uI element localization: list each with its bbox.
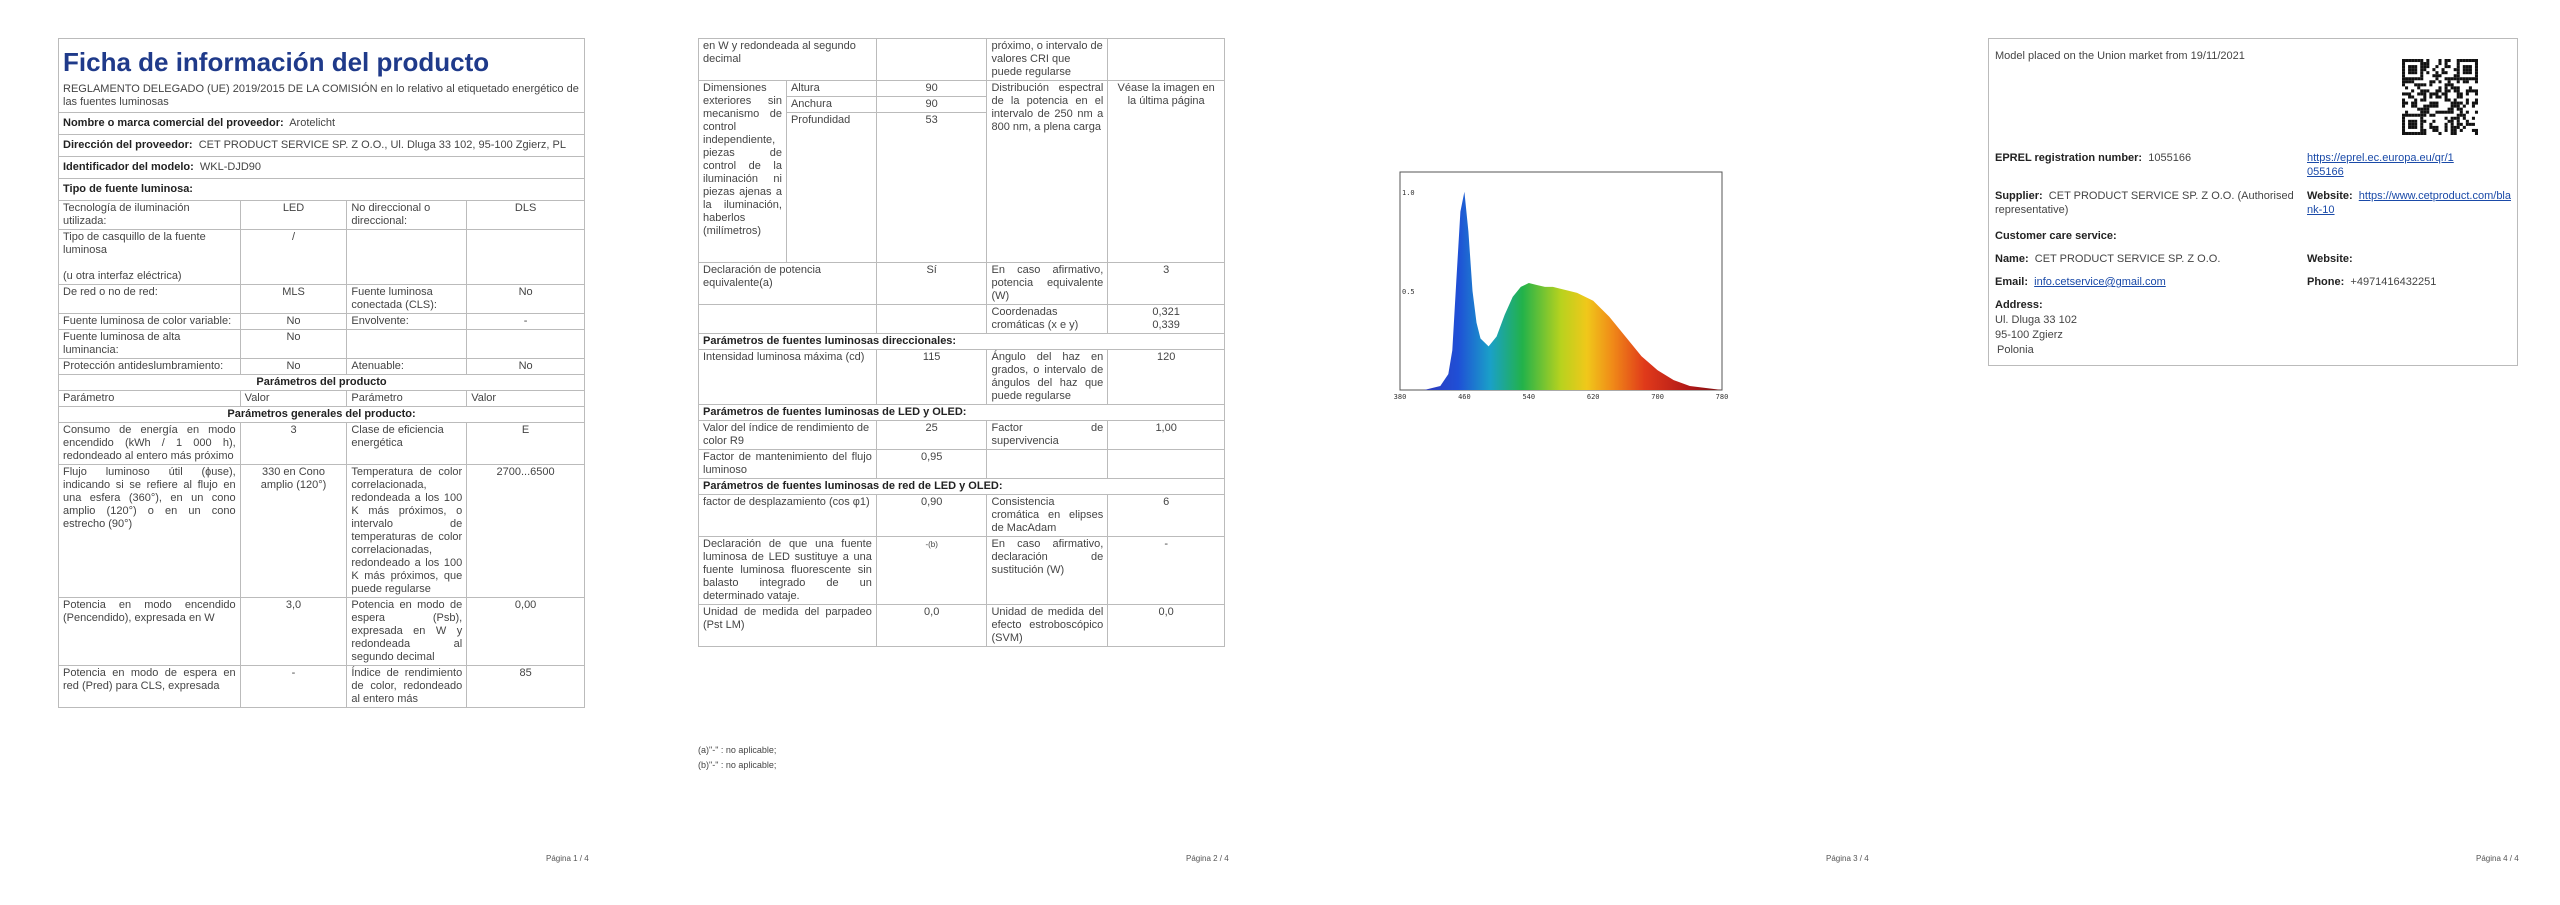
- cell-value: 1,00: [1108, 421, 1225, 450]
- table-row: [59, 330, 585, 359]
- table-row: [699, 450, 1225, 479]
- cell-value: 25: [876, 421, 987, 450]
- cell-label: En caso afirmativo, potencia equivalente (W): [987, 263, 1108, 305]
- cell-value: MLS: [240, 285, 347, 314]
- footnote-a: (a)"-" : no aplicable;: [698, 745, 777, 755]
- cell-label: En caso afirmativo, declaración de sustitución (W): [987, 537, 1108, 605]
- dim-value: 53: [876, 113, 987, 263]
- led-heading: Parámetros de fuentes luminosas de LED y OLED:: [699, 405, 1225, 421]
- table-row: [59, 423, 585, 465]
- cell-value: 0,95: [876, 450, 987, 479]
- cell-label: Coordenadas cromáticas (x e y): [987, 305, 1108, 334]
- cell-label: Declaración de que una fuente luminosa de LED sustituye a una fuente luminosa fluorescente sin balasto integrado de un determinado vataje.: [699, 537, 877, 605]
- cell-value: 3: [1108, 263, 1225, 305]
- table-row: [59, 598, 585, 666]
- table-row: [59, 230, 585, 285]
- cell-value: 0,0: [876, 605, 987, 647]
- cell-value: 3,0: [240, 598, 347, 666]
- y-tick-label: 0.5: [1402, 287, 1415, 296]
- cell-value: Sí: [876, 263, 987, 305]
- dim-value: 90: [876, 97, 987, 113]
- cell-label: Índice de rendimiento de color, redondeado al entero más: [347, 666, 467, 708]
- cell-label: Fuente luminosa conectada (CLS):: [347, 285, 467, 314]
- address-line: Ul. Dluga 33 102: [1995, 314, 2077, 326]
- table-row: [59, 314, 585, 330]
- cell-label: Flujo luminoso útil (ɸuse), indicando si se refiere al flujo en una esfera (360°), en un cono amplio (120°) o en un cono estrecho (90°): [59, 465, 241, 598]
- table-row: [59, 285, 585, 314]
- column-header: Valor: [467, 391, 585, 407]
- cell-label: Atenuable:: [347, 359, 467, 375]
- address-line: Polonia: [1997, 344, 2034, 356]
- supplier-name-label: Nombre o marca comercial del proveedor:: [63, 117, 284, 129]
- table-row: [59, 666, 585, 708]
- cell-label: Consistencia cromática en elipses de MacAdam: [987, 495, 1108, 537]
- footnote-b: (b)"-" : no aplicable;: [698, 760, 777, 770]
- supplier-name: Arotelicht: [289, 117, 336, 129]
- header-row: [59, 391, 585, 407]
- cell-value: No: [467, 359, 585, 375]
- customer-care-heading: Customer care service:: [1995, 230, 2117, 242]
- cell-label: Fuente luminosa de color variable:: [59, 314, 241, 330]
- cell-label: [347, 230, 467, 285]
- column-header: Parámetro: [59, 391, 241, 407]
- page-4: [1920, 0, 2560, 905]
- coord-y: 0,339: [1152, 319, 1180, 331]
- cell-value: No: [467, 285, 585, 314]
- table-row: [59, 359, 585, 375]
- table-row: [59, 465, 585, 598]
- cell-value: -: [467, 314, 585, 330]
- cell-value: -(b): [876, 537, 987, 605]
- cell-value: No: [240, 359, 347, 375]
- name-label: Name:: [1995, 253, 2029, 265]
- table-row: [699, 421, 1225, 450]
- table-row: [699, 350, 1225, 405]
- dim-name: Profundidad: [786, 113, 876, 263]
- cell-value: LED: [240, 201, 347, 230]
- column-header: Valor: [240, 391, 347, 407]
- cell-label: próximo, o intervalo de valores CRI que puede regularse: [987, 39, 1108, 81]
- x-tick-label: 700: [1651, 393, 1664, 401]
- page-2: [640, 0, 1280, 905]
- eprel-label: EPREL registration number:: [1995, 152, 2143, 164]
- cell-label: Intensidad luminosa máxima (cd): [699, 350, 877, 405]
- cell-label: Tecnología de iluminación utilizada:: [59, 201, 241, 230]
- x-tick-label: 780: [1715, 393, 1729, 401]
- address-label: Address:: [1995, 299, 2043, 311]
- website-label: Website:: [2307, 190, 2353, 202]
- product-params-heading: Parámetros del producto: [59, 375, 585, 391]
- cell-label: Fuente luminosa de alta luminancia:: [59, 330, 241, 359]
- dimensions-label: Dimensiones exteriores sin mecanismo de control independiente, piezas de control de la iluminación ni piezas ajenas a la iluminación, haberlos (milímetros): [699, 81, 787, 263]
- page-number: Página 1 / 4: [546, 854, 589, 863]
- cell-value: 330 en Cono amplio (120°): [240, 465, 347, 598]
- table-row: [699, 81, 1225, 97]
- cell-label: No direccional o direccional:: [347, 201, 467, 230]
- directional-heading: Parámetros de fuentes luminosas direccionales:: [699, 334, 1225, 350]
- product-params-table-continued: [698, 38, 1225, 647]
- name-value: CET PRODUCT SERVICE SP. Z O.O.: [2034, 253, 2221, 265]
- page-3: [1280, 0, 1920, 905]
- table-row: [699, 495, 1225, 537]
- supplier-address: CET PRODUCT SERVICE SP. Z O.O., Ul. Dluga 33 102, 95-100 Zgierz, PL: [198, 139, 566, 151]
- cell-label: factor de desplazamiento (cos φ1): [699, 495, 877, 537]
- cell-label: Potencia en modo de espera en red (Pred) para CLS, expresada: [59, 666, 241, 708]
- eprel-link[interactable]: https://eprel.ec.europa.eu/qr/1055166: [2307, 152, 2454, 178]
- table-row: [699, 263, 1225, 305]
- cell-label: en W y redondeada al segundo decimal: [699, 39, 877, 81]
- model-id: WKL-DJD90: [199, 161, 262, 173]
- table-row: [59, 201, 585, 230]
- supplier-label: Supplier:: [1995, 190, 2043, 202]
- table-row: [699, 305, 1225, 334]
- y-tick-label: 1.0: [1402, 188, 1415, 197]
- cell-label: Potencia en modo de espera (Psb), expresada en W y redondeada al segundo decimal: [347, 598, 467, 666]
- cell-value: 115: [876, 350, 987, 405]
- eprel-number: 1055166: [2148, 152, 2192, 164]
- regulation-text: REGLAMENTO DELEGADO (UE) 2019/2015 DE LA COMISIÓN en lo relativo al etiquetado energético de las fuentes luminosas: [63, 83, 579, 108]
- cell-value: 6: [1108, 495, 1225, 537]
- spectral-value: Véase la imagen en la última página: [1108, 81, 1225, 263]
- cell-value: /: [240, 230, 347, 285]
- address-line: 95-100 Zgierz: [1995, 329, 2063, 341]
- cell-label: Consumo de energía en modo encendido (kWh / 1 000 h), redondeado al entero más próximo: [59, 423, 241, 465]
- table-row: [699, 39, 1225, 81]
- cell-label: Valor del índice de rendimiento de color R9: [699, 421, 877, 450]
- cell-label: [347, 330, 467, 359]
- placed-on-market: Model placed on the Union market from 19/11/2021: [1995, 50, 2245, 62]
- page-1: [0, 0, 640, 905]
- general-params-heading: Parámetros generales del producto:: [59, 407, 585, 423]
- dim-name: Anchura: [786, 97, 876, 113]
- cell-value: No: [240, 330, 347, 359]
- qr-code-icon[interactable]: [2402, 59, 2478, 135]
- eprel-box: [1988, 38, 2518, 366]
- cell-label: Factor de supervivencia: [987, 421, 1108, 450]
- supplier-address-label: Dirección del proveedor:: [63, 139, 193, 151]
- product-info-table: [58, 38, 585, 708]
- cell-label: Ángulo del haz en grados, o intervalo de ángulos del haz que puede regularse: [987, 350, 1108, 405]
- table-row: [699, 537, 1225, 605]
- cell-value: 0,90: [876, 495, 987, 537]
- cell-label: Unidad de medida del parpadeo (Pst LM): [699, 605, 877, 647]
- email-label: Email:: [1995, 276, 2029, 288]
- cell-value: 3: [240, 423, 347, 465]
- supplier-value: CET PRODUCT SERVICE SP. Z O.O. (Authorised representative): [1995, 190, 2294, 216]
- cell-value: No: [240, 314, 347, 330]
- x-tick-label: 540: [1522, 393, 1536, 401]
- light-type-heading: Tipo de fuente luminosa:: [59, 179, 585, 201]
- cell-label: Tipo de casquillo de la fuente luminosa (u otra interfaz eléctrica): [59, 230, 241, 285]
- cell-label: Clase de eficiencia energética: [347, 423, 467, 465]
- email-link[interactable]: info.cetservice@gmail.com: [2034, 276, 2166, 288]
- cell-value: -: [1108, 537, 1225, 605]
- page-title: Ficha de información del producto: [63, 47, 490, 77]
- cell-label: Factor de mantenimiento del flujo luminoso: [699, 450, 877, 479]
- cell-label: Unidad de medida del efecto estroboscópico (SVM): [987, 605, 1108, 647]
- page-number: Página 2 / 4: [1186, 854, 1229, 863]
- dim-name: Altura: [786, 81, 876, 97]
- model-label: Identificador del modelo:: [63, 161, 194, 173]
- cell-value: [467, 230, 585, 285]
- cell-value: 2700...6500: [467, 465, 585, 598]
- column-header: Parámetro: [347, 391, 467, 407]
- cell-value: E: [467, 423, 585, 465]
- cell-value: 120: [1108, 350, 1225, 405]
- cell-value: [467, 330, 585, 359]
- cell-label: Temperatura de color correlacionada, redondeada a los 100 K más próximos, o intervalo de temperaturas de color correlacionadas, redondeado a los 100 K más próximos, que puede regularse: [347, 465, 467, 598]
- page-number: Página 3 / 4: [1826, 854, 1869, 863]
- spectrum-chart: [1370, 160, 1730, 410]
- x-tick-label: 460: [1458, 393, 1471, 401]
- cell-value: DLS: [467, 201, 585, 230]
- cell-label: Envolvente:: [347, 314, 467, 330]
- cell-label: Declaración de potencia equivalente(a): [699, 263, 877, 305]
- x-tick-label: 380: [1393, 393, 1407, 401]
- cell-value: 0,00: [467, 598, 585, 666]
- website-link[interactable]: https://www.cetproduct.com/blank-10: [2307, 190, 2511, 216]
- mains-heading: Parámetros de fuentes luminosas de red de LED y OLED:: [699, 479, 1225, 495]
- phone-value: +4971416432251: [2350, 276, 2437, 288]
- coord-x: 0,321: [1152, 306, 1180, 318]
- cell-value: 85: [467, 666, 585, 708]
- x-tick-label: 620: [1586, 393, 1600, 401]
- dim-value: 90: [876, 81, 987, 97]
- cell-value: 0,0: [1108, 605, 1225, 647]
- spectrum-area: [1400, 192, 1722, 390]
- cell-label: Potencia en modo encendido (Pencendido), expresada en W: [59, 598, 241, 666]
- cell-label: De red o no de red:: [59, 285, 241, 314]
- cell-value: -: [240, 666, 347, 708]
- table-row: [699, 605, 1225, 647]
- page-number: Página 4 / 4: [2476, 854, 2519, 863]
- cell-label: Protección antideslumbramiento:: [59, 359, 241, 375]
- website-label-2: Website:: [2307, 253, 2353, 265]
- phone-label: Phone:: [2307, 276, 2345, 288]
- spectral-label: Distribución espectral de la potencia en el intervalo de 250 nm a 800 nm, a plena carga: [987, 81, 1108, 263]
